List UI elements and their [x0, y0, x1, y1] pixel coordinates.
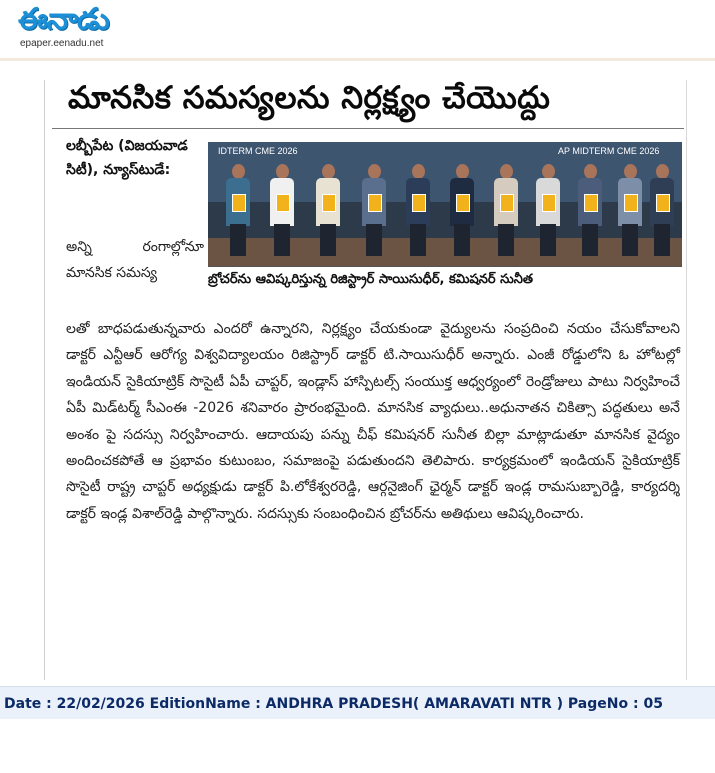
eenadu-logo[interactable] — [8, 0, 138, 49]
person-figure — [404, 164, 432, 256]
person-figure — [268, 164, 296, 256]
event-photo — [208, 142, 682, 266]
headline-rule — [52, 128, 684, 129]
person-figure — [648, 164, 676, 256]
person-figure — [360, 164, 388, 256]
person-figure — [616, 164, 644, 256]
person-figure — [314, 164, 342, 256]
article-headline: మానసిక సమస్యలను నిర్లక్ష్యం చేయొద్దు — [68, 80, 551, 116]
article-body: లతో బాధపడుతున్నవారు ఎందరో ఉన్నారని, నిర్లక్ష్యం చేయకుండా వైద్యులను సంప్రదించి నయం చేసుకోవాలని డాక్టర్ ఎన్టీఆర్ ఆరోగ్య విశ్వవిద్యాలయం రిజిస్ట్రార్ డాక్టర్ టి.సాయిసుధీర్ అన్నారు. ఎంజీ రోడ్డులోని ఓ హోటల్లో ఇండియన్ సైకియాట్రిక్ సొసైటీ ఏపీ చాప్టర్, ఇండ్లాస్ హాస్పిటల్స్ సంయుక్త ఆధ్వర్యంలో రెండ్రోజులు పాటు నిర్వహించే ఏపీ మిడ్‌టర్మ్ సీఎంఈ -2026 శనివారం ప్రారంభమైంది. మానసిక వ్యాధులు..అధునాతన చికిత్సా పద్ధతులు అనే అంశం పై సదస్సు నిర్వహించారు. ఆదాయపు పన్ను చీఫ్ కమిషనర్ సునీత బిల్లా మాట్లాడుతూ మానసిక వైద్యం అందించకపోతే ఆ ప్రభావం కుటుంబం, సమాజంపై పడుతుందని తెలిపారు. కార్యక్రమంలో ఇండియన్ సైకియాట్రిక్ సొసైటీ రాష్ట్ర చాప్టర్ అధ్యక్షుడు డాక్టర్ పి.లోకేశ్వరరెడ్డి, ఆర్గనైజింగ్ ఛైర్మన్ డాక్టర్ ఇండ్ల రామసుబ్బారెడ్డి, కార్యదర్శి డాక్టర్ ఇండ్ల విశాల్‌రెడ్డి పాల్గొన్నారు. సదస్సుకు సంబంధించిన బ్రోచర్‌ను అతిథులు ఆవిష్కరించారు. — [66, 321, 680, 522]
logo-text: ఈనాడు — [18, 2, 109, 37]
masthead-divider — [0, 58, 715, 61]
photo-banner-left: IDTERM CME 2026 — [218, 146, 298, 156]
photo-banner-right: AP MIDTERM CME 2026 — [558, 146, 660, 156]
edition-info: Date : 22/02/2026 EditionName : ANDHRA PRADESH( AMARAVATI NTR ) PageNo : 05 — [4, 696, 663, 712]
masthead — [0, 0, 715, 62]
article-byline: లబ్బీపేట (విజయవాడ సిటీ), న్యూస్‌టుడే: — [66, 138, 188, 178]
person-figure — [492, 164, 520, 256]
person-figure — [576, 164, 604, 256]
person-figure — [534, 164, 562, 256]
person-figure — [224, 164, 252, 256]
site-url: epaper.eenadu.net — [20, 38, 104, 49]
person-figure — [448, 164, 476, 256]
photo-caption: బ్రోచర్‌ను ఆవిష్కరిస్తున్న రిజిస్ట్రార్ సాయిసుధీర్, కమిషనర్ సునీత — [208, 272, 534, 287]
edition-footer — [0, 686, 715, 719]
caption-rule — [208, 266, 682, 267]
article-intro: అన్ని రంగాల్లోనూ మానసిక సమస్య — [66, 239, 204, 281]
column-rule — [686, 80, 687, 680]
